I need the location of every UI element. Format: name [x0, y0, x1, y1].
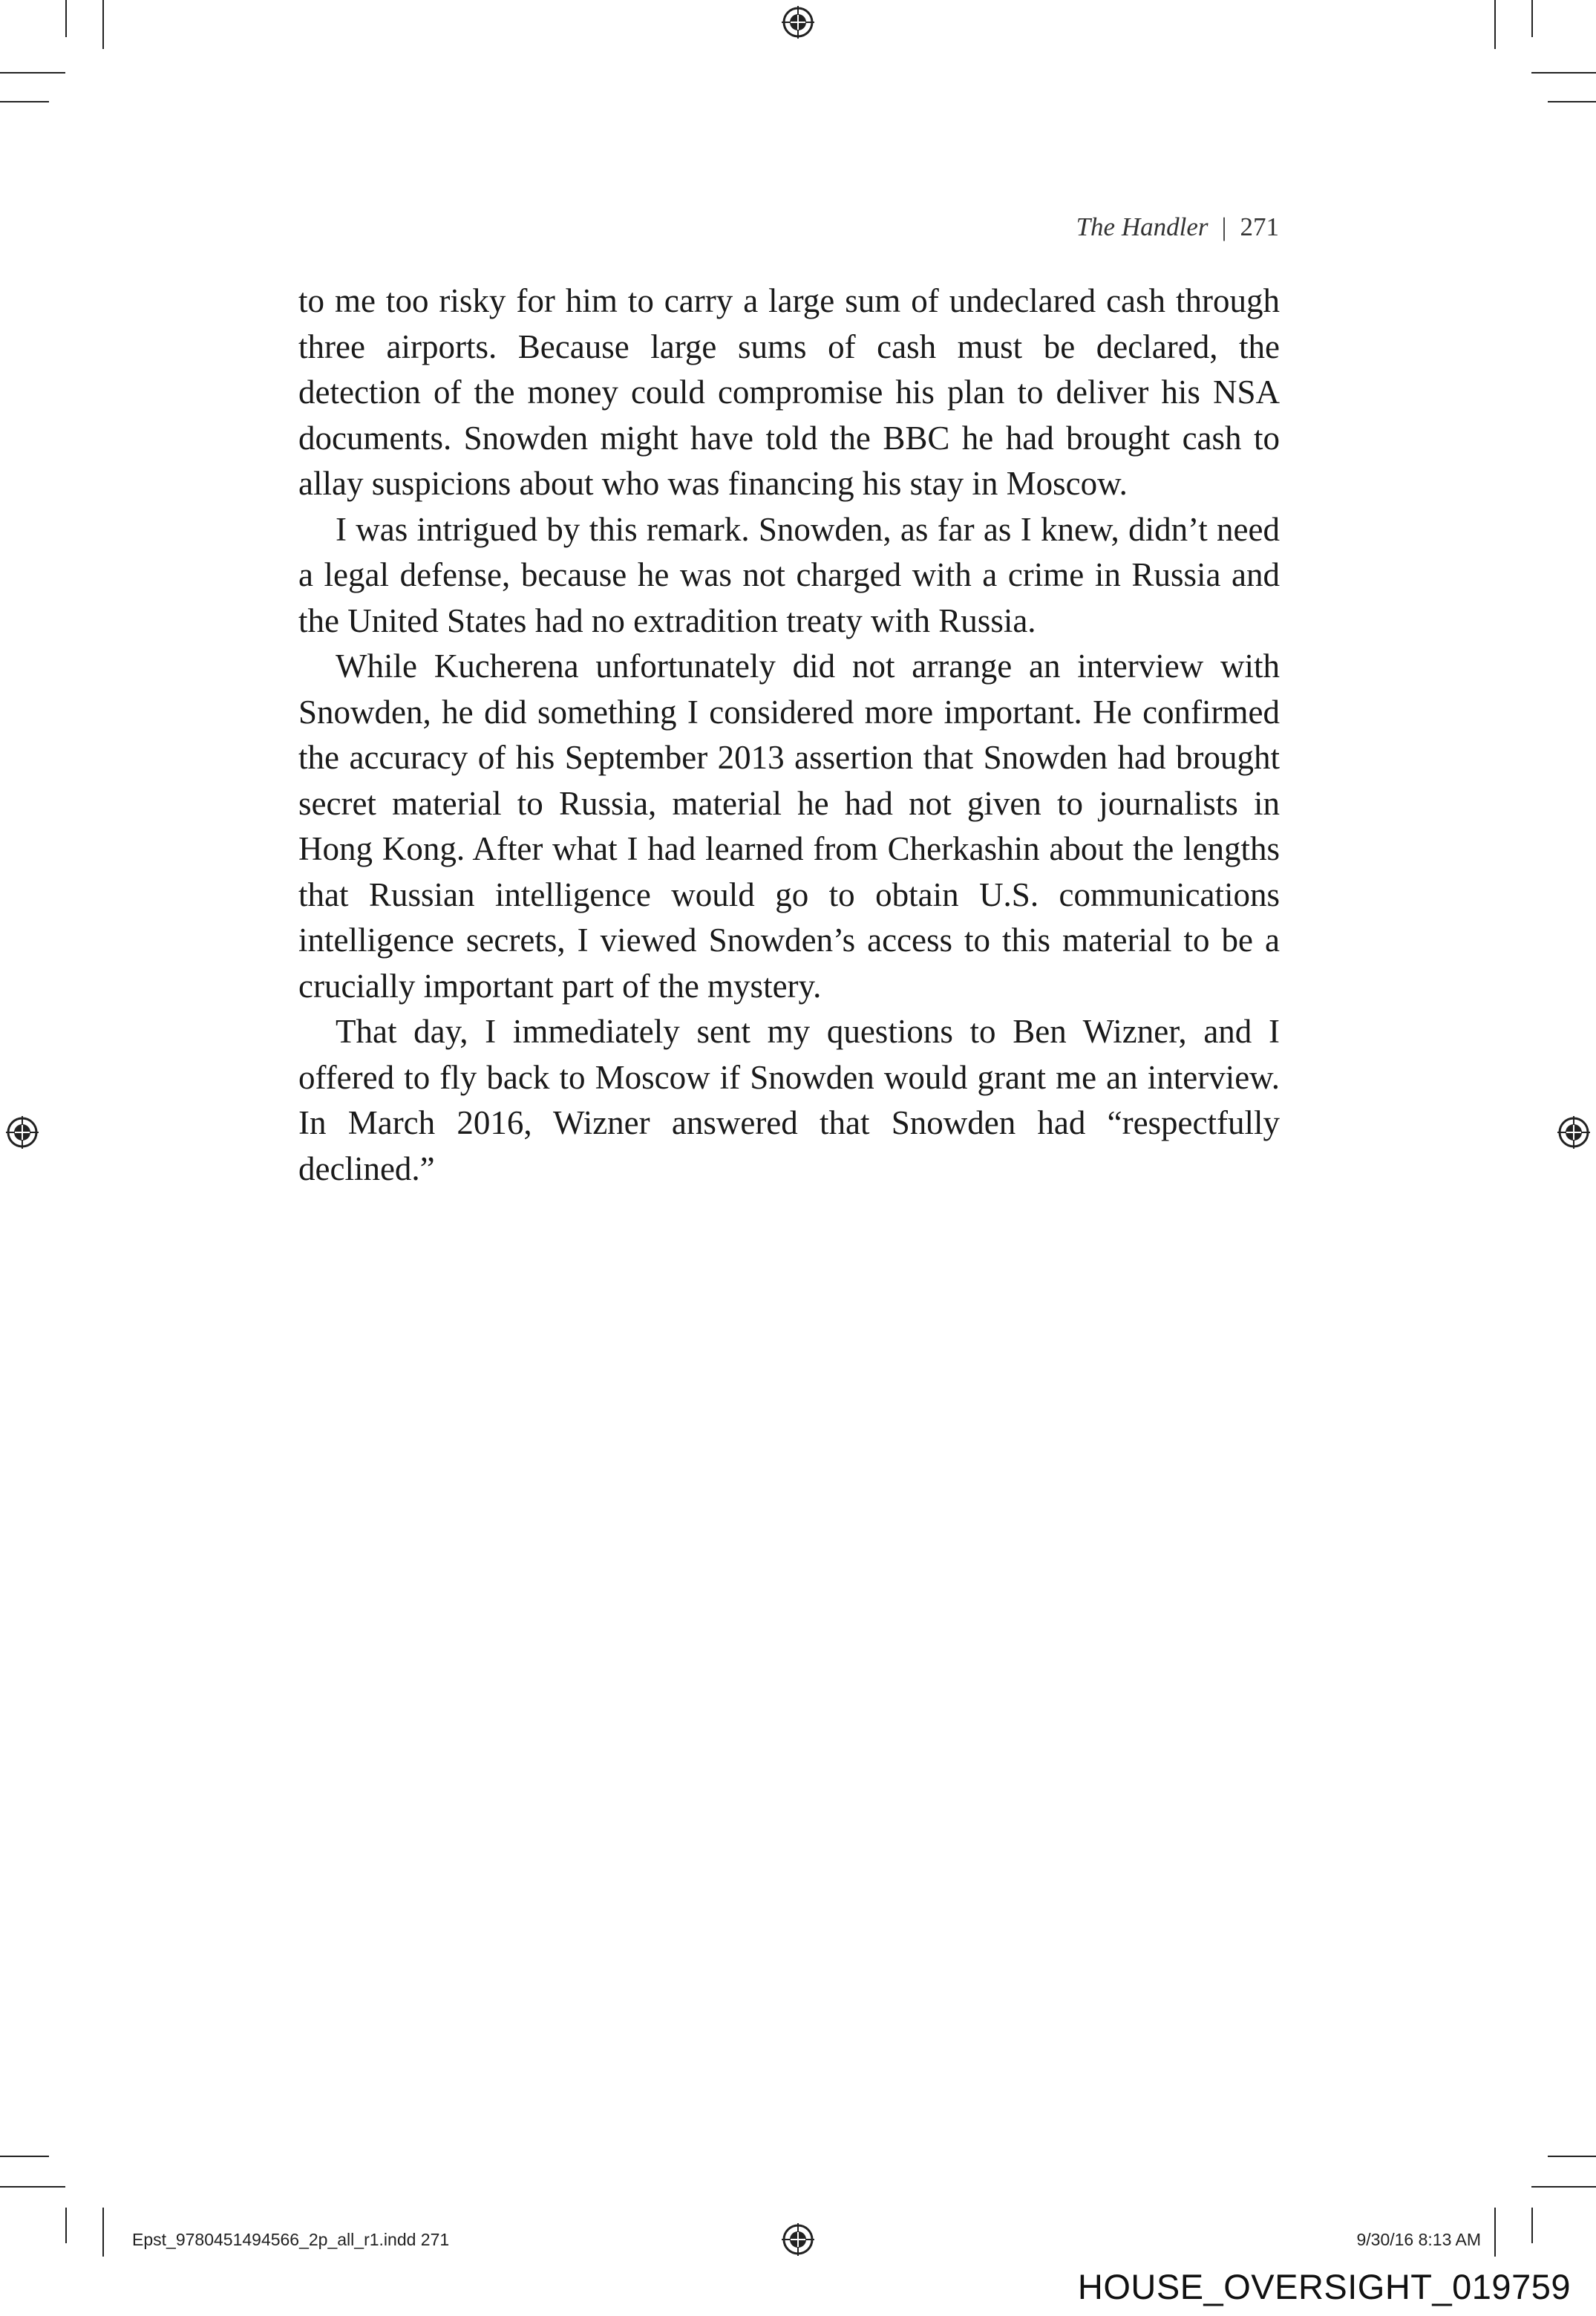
crop-mark [1531, 0, 1533, 37]
crop-mark [0, 2156, 49, 2157]
crop-mark [0, 101, 49, 102]
crop-mark [1494, 0, 1496, 49]
crop-mark [1548, 101, 1596, 102]
crop-mark [1548, 2156, 1596, 2157]
crop-mark [102, 0, 104, 49]
paragraph: While Kucherena unfortunately did not arrange an interview with Snowden, he did something I considered more important. He confirmed the accuracy of his September 2013 assertion that Snowden had brought secret material to Russia, material he had not given to journalists in Hong Kong. After what I had learned from Cherkashin about the lengths that Russian intelligence would go to obtain U.S. communications intelligence secrets, I viewed Snowden’s access to this material to be a crucially important part of the mystery. [298, 647, 1280, 1005]
running-head [1076, 212, 1279, 242]
crop-mark [0, 72, 65, 74]
running-head-title: The Handler [1076, 212, 1209, 241]
crop-mark [1494, 2208, 1496, 2257]
crop-mark [1531, 2186, 1596, 2188]
registration-mark-icon [6, 1116, 39, 1149]
bates-stamp: HOUSE_OVERSIGHT_019759 [1077, 2267, 1571, 2306]
running-head-separator: | [1221, 212, 1227, 241]
crop-mark [1531, 72, 1596, 74]
crop-mark [1531, 2208, 1533, 2243]
page-number: 271 [1240, 212, 1279, 241]
slug-datetime: 9/30/16 8:13 AM [1356, 2230, 1481, 2249]
crop-mark [65, 2208, 67, 2243]
slug-file-info: Epst_9780451494566_2p_all_r1.indd 271 [132, 2230, 450, 2249]
crop-mark [0, 2186, 65, 2188]
paragraph: I was intrigued by this remark. Snowden, as far as I knew, didn’t need a legal defense, because he was not charged with a crime in Russia and the United States had no extradition treaty with Russia. [298, 510, 1280, 639]
body-text [298, 278, 1280, 1192]
registration-mark-icon [782, 2223, 814, 2256]
registration-mark-icon [1557, 1116, 1590, 1149]
crop-mark [102, 2208, 104, 2257]
registration-mark-icon [782, 6, 814, 39]
paragraph: That day, I immediately sent my questions to Ben Wizner, and I offered to fly back to Moscow if Snowden would grant me an interview. In March 2016, Wizner answered that Snowden had “respectfully declined.” [298, 1013, 1280, 1187]
crop-mark [65, 0, 67, 37]
paragraph: to me too risky for him to carry a large sum of undeclared cash through three airports. Because large sums of cash must be declared, the detection of the money could compromise his plan to deliver his NSA documents. Snowden might have told the BBC he had brought cash to allay suspicions about who was financing his stay in Moscow. [298, 282, 1280, 502]
